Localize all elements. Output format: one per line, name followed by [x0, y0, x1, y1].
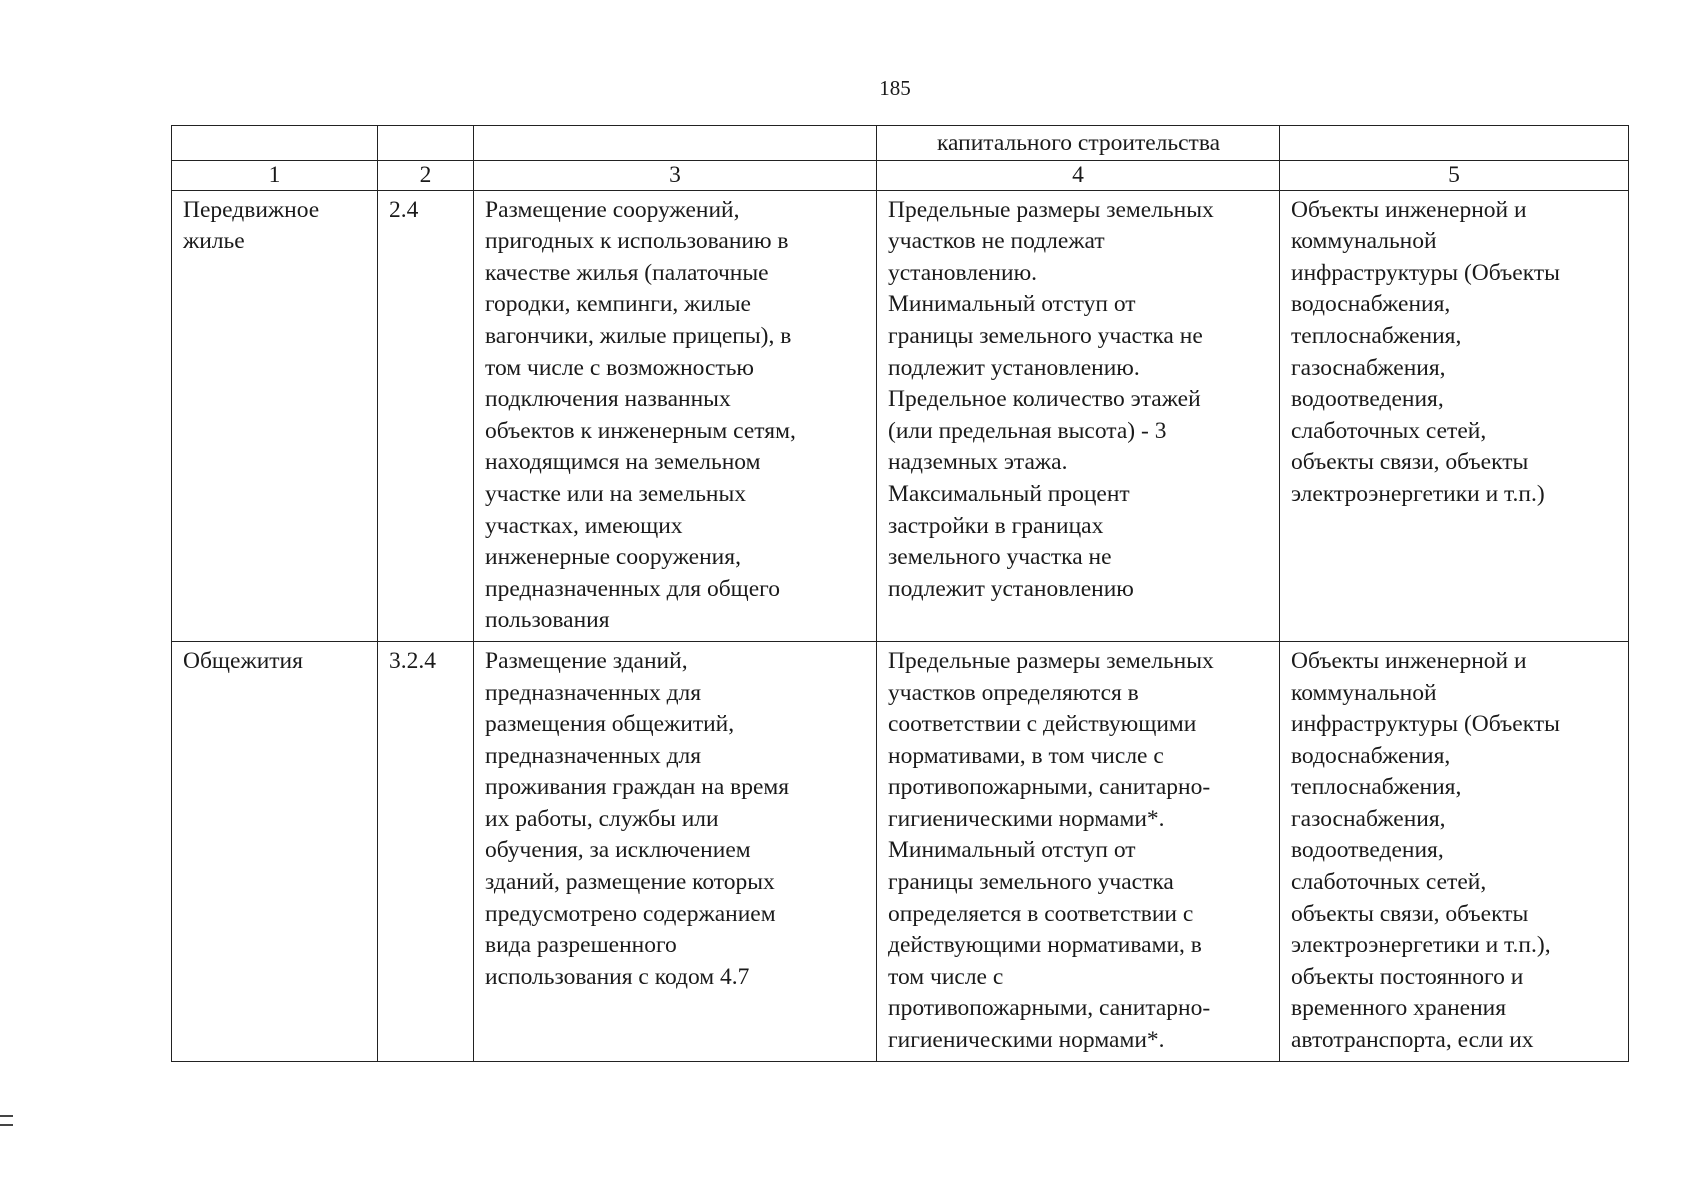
use-type-auxiliary: Объекты инженерной и коммунальной инфраструктуры (Объекты водоснабжения, теплоснабжения, газоснабжения, водоотведения, слаботочных сетей, объекты связи, объекты электроэнергетики и т.п.), объекты постоянного и временного хранения автотранспорта, если их	[1280, 641, 1629, 1061]
table-row	[172, 190, 1629, 641]
column-number: 1	[172, 160, 378, 190]
use-type-description: Размещение зданий, предназначенных для размещения общежитий, предназначенных для проживания граждан на время их работы, службы или обучения, за исключением зданий, размещение которых предусмотрено содержанием вида разрешенного использования с кодом 4.7	[474, 641, 877, 1061]
binding-margin-mark	[0, 1115, 13, 1117]
continuation-cell-2	[378, 126, 474, 161]
use-type-code: 2.4	[378, 190, 474, 641]
use-type-parameters: Предельные размеры земельных участков определяются в соответствии с действующими нормативами, в том числе с противопожарными, санитарно- гигиеническими нормами*. Минимальный отступ от границы земельного участка определяется в соответствии с действующими нормативами, в том числе с противопожарными, санитарно- гигиеническими нормами*.	[877, 641, 1280, 1061]
column-number: 2	[378, 160, 474, 190]
continuation-cell-5	[1280, 126, 1629, 161]
use-type-name: Передвижное жилье	[172, 190, 378, 641]
continuation-cell-3	[474, 126, 877, 161]
column-number-row	[172, 160, 1629, 190]
continuation-cell-1	[172, 126, 378, 161]
page-number: 185	[879, 76, 911, 100]
continuation-row	[172, 126, 1629, 161]
binding-margin-mark	[0, 1124, 13, 1126]
land-use-table	[171, 125, 1629, 1062]
column-number: 4	[877, 160, 1280, 190]
use-type-code: 3.2.4	[378, 641, 474, 1061]
column-number: 5	[1280, 160, 1629, 190]
use-type-auxiliary: Объекты инженерной и коммунальной инфраструктуры (Объекты водоснабжения, теплоснабжения, газоснабжения, водоотведения, слаботочных сетей, объекты связи, объекты электроэнергетики и т.п.)	[1280, 190, 1629, 641]
table-row	[172, 641, 1629, 1061]
continuation-header: капитального строительства	[877, 126, 1280, 161]
use-type-description: Размещение сооружений, пригодных к использованию в качестве жилья (палаточные городки, кемпинги, жилые вагончики, жилые прицепы), в том числе с возможностью подключения названных объектов к инженерным сетям, находящимся на земельном участке или на земельных участках, имеющих инженерные сооружения, предназначенных для общего пользования	[474, 190, 877, 641]
column-number: 3	[474, 160, 877, 190]
use-type-name: Общежития	[172, 641, 378, 1061]
use-type-parameters: Предельные размеры земельных участков не подлежат установлению. Минимальный отступ от границы земельного участка не подлежит установлению. Предельное количество этажей (или предельная высота) - 3 надземных этажа. Максимальный процент застройки в границах земельного участка не подлежит установлению	[877, 190, 1280, 641]
